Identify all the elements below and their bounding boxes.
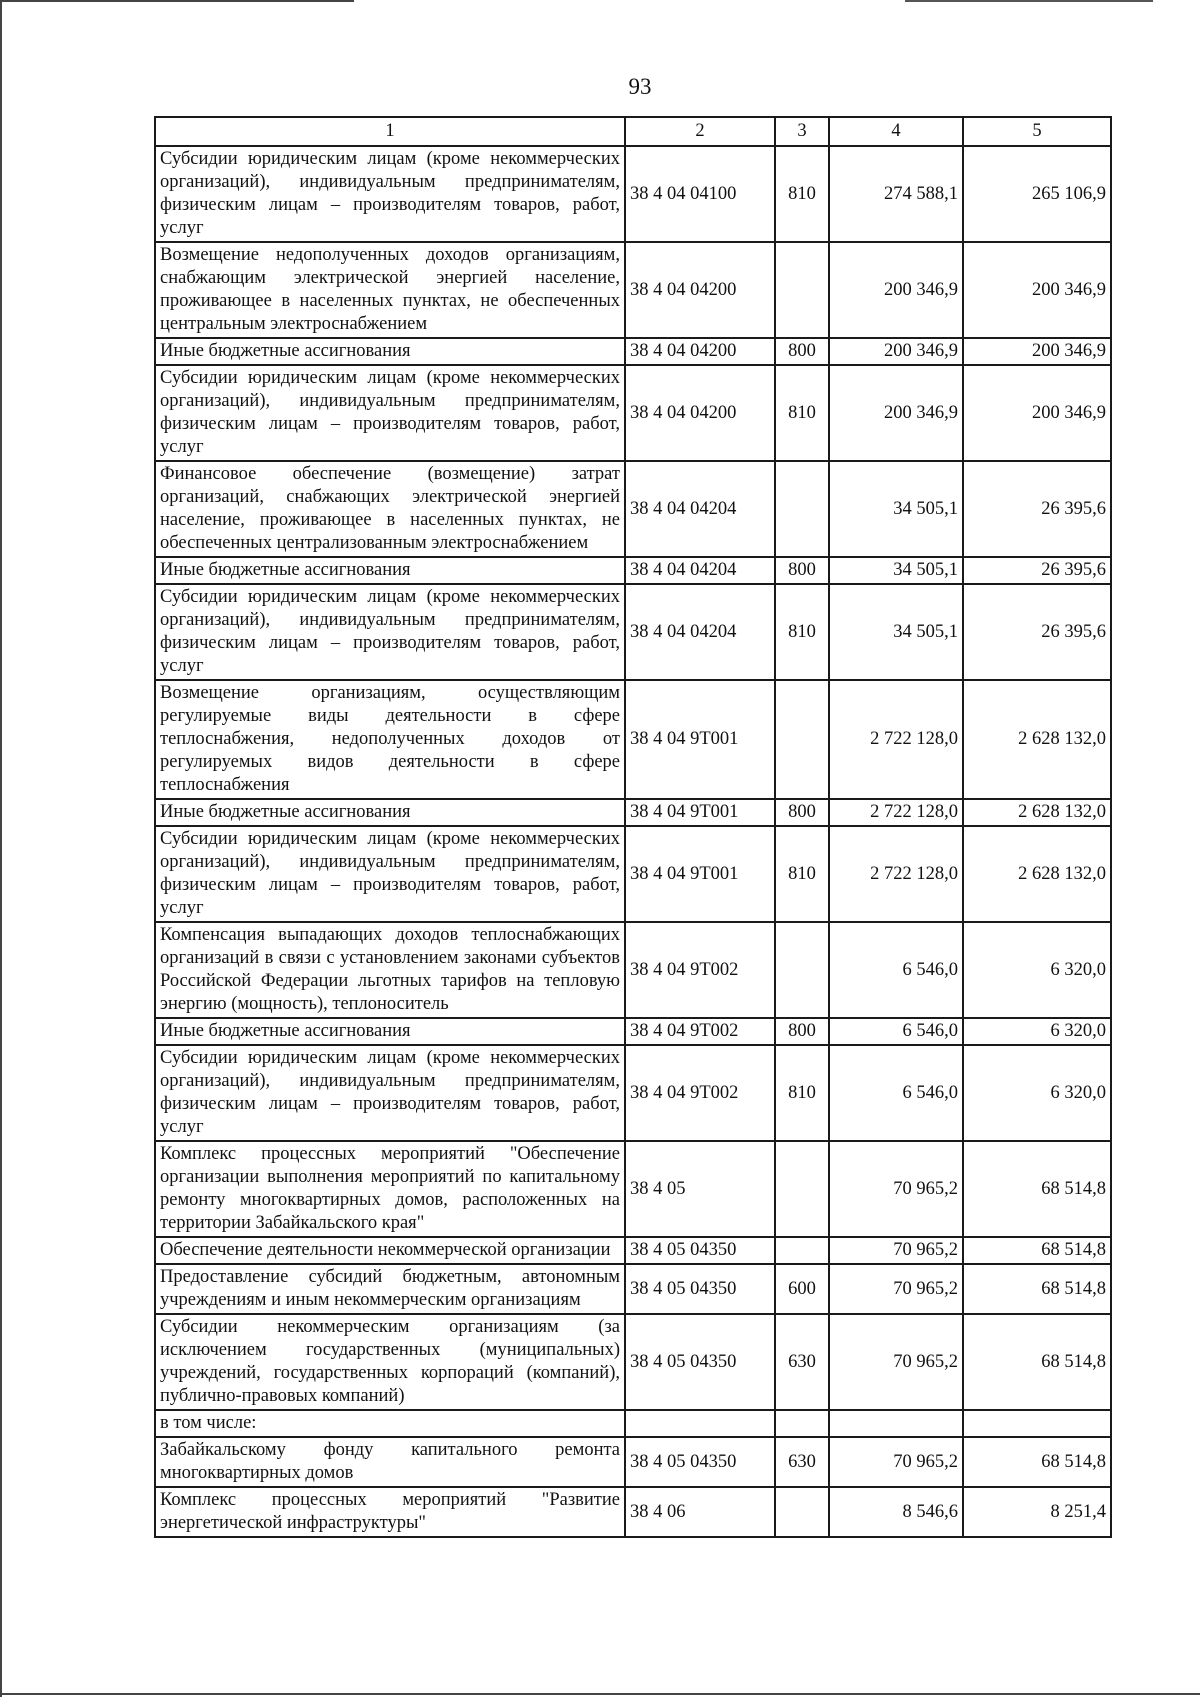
table-row	[155, 799, 1111, 826]
table-row	[155, 1437, 1111, 1487]
column-header-1: 1	[155, 117, 625, 146]
row-value-5-cell: 200 346,9	[963, 338, 1111, 365]
table-body	[155, 146, 1111, 1537]
row-code-cell: 38 4 04 04200	[625, 365, 775, 461]
row-code-cell: 38 4 04 9Т002	[625, 1045, 775, 1141]
row-type-cell: 630	[775, 1314, 829, 1410]
row-name-cell: Комплекс процессных мероприятий "Обеспечение организации выполнения мероприятий по капитальному ремонту многоквартирных домов, расположенных на территории Забайкальского края"	[155, 1141, 625, 1237]
table-row	[155, 1264, 1111, 1314]
table-row	[155, 1410, 1111, 1437]
row-value-4-cell	[829, 1410, 963, 1437]
row-code-cell: 38 4 04 9Т002	[625, 922, 775, 1018]
table-row	[155, 1018, 1111, 1045]
row-value-4-cell: 200 346,9	[829, 365, 963, 461]
table-row	[155, 1045, 1111, 1141]
row-code-cell: 38 4 04 9Т002	[625, 1018, 775, 1045]
row-name-cell: Субсидии юридическим лицам (кроме некоммерческих организаций), индивидуальным предпринимателям, физическим лицам – производителям товаров, работ, услуг	[155, 584, 625, 680]
row-name-cell: Иные бюджетные ассигнования	[155, 338, 625, 365]
row-value-4-cell: 70 965,2	[829, 1264, 963, 1314]
row-type-cell: 810	[775, 1045, 829, 1141]
row-name-cell: Предоставление субсидий бюджетным, автономным учреждениям и иным некоммерческим организациям	[155, 1264, 625, 1314]
table-row	[155, 1487, 1111, 1537]
row-name-cell: Забайкальскому фонду капитального ремонта многоквартирных домов	[155, 1437, 625, 1487]
row-value-5-cell: 8 251,4	[963, 1487, 1111, 1537]
page-number: 93	[628, 74, 652, 99]
row-value-4-cell: 34 505,1	[829, 461, 963, 557]
table-row	[155, 1141, 1111, 1237]
row-value-5-cell: 200 346,9	[963, 242, 1111, 338]
row-code-cell: 38 4 05 04350	[625, 1237, 775, 1264]
table-row	[155, 584, 1111, 680]
row-value-4-cell: 200 346,9	[829, 242, 963, 338]
row-value-4-cell: 34 505,1	[829, 557, 963, 584]
row-name-cell: Обеспечение деятельности некоммерческой организации	[155, 1237, 625, 1264]
header-row	[155, 117, 1111, 146]
row-code-cell: 38 4 06	[625, 1487, 775, 1537]
row-name-cell: Возмещение организациям, осуществляющим регулируемые виды деятельности в сфере теплоснабжения, недополученных доходов от регулируемых видов деятельности в сфере теплоснабжения	[155, 680, 625, 799]
row-type-cell	[775, 461, 829, 557]
row-type-cell: 810	[775, 584, 829, 680]
row-value-5-cell: 68 514,8	[963, 1264, 1111, 1314]
row-name-cell: Иные бюджетные ассигнования	[155, 1018, 625, 1045]
row-value-5-cell: 2 628 132,0	[963, 799, 1111, 826]
row-value-4-cell: 34 505,1	[829, 584, 963, 680]
row-value-4-cell: 70 965,2	[829, 1141, 963, 1237]
row-code-cell: 38 4 04 04100	[625, 146, 775, 242]
row-value-4-cell: 6 546,0	[829, 1018, 963, 1045]
row-name-cell: Возмещение недополученных доходов организациям, снабжающим электрической энергией население, проживающее в населенных пунктах, не обеспеченных центральным электроснабжением	[155, 242, 625, 338]
row-code-cell: 38 4 04 04204	[625, 461, 775, 557]
row-type-cell: 600	[775, 1264, 829, 1314]
row-type-cell: 800	[775, 1018, 829, 1045]
row-value-4-cell: 2 722 128,0	[829, 799, 963, 826]
row-code-cell: 38 4 04 9Т001	[625, 799, 775, 826]
row-value-4-cell: 70 965,2	[829, 1314, 963, 1410]
row-code-cell: 38 4 05 04350	[625, 1314, 775, 1410]
row-value-5-cell: 68 514,8	[963, 1437, 1111, 1487]
table-row	[155, 461, 1111, 557]
row-type-cell: 810	[775, 146, 829, 242]
row-code-cell: 38 4 04 9Т001	[625, 826, 775, 922]
row-code-cell: 38 4 05	[625, 1141, 775, 1237]
row-type-cell: 810	[775, 826, 829, 922]
row-code-cell: 38 4 04 04204	[625, 584, 775, 680]
table-row	[155, 826, 1111, 922]
scan-margin-line-bottom	[0, 1693, 1200, 1695]
row-name-cell: Иные бюджетные ассигнования	[155, 557, 625, 584]
table-row	[155, 365, 1111, 461]
row-type-cell: 800	[775, 338, 829, 365]
row-type-cell	[775, 1237, 829, 1264]
row-value-5-cell: 68 514,8	[963, 1237, 1111, 1264]
row-value-4-cell: 6 546,0	[829, 922, 963, 1018]
row-code-cell: 38 4 04 04200	[625, 338, 775, 365]
table-row	[155, 146, 1111, 242]
row-name-cell: Компенсация выпадающих доходов теплоснабжающих организаций в связи с установлением законами субъектов Российской Федерации льготных тарифов на тепловую энергию (мощность), теплоноситель	[155, 922, 625, 1018]
row-value-5-cell: 6 320,0	[963, 1045, 1111, 1141]
row-type-cell	[775, 242, 829, 338]
scan-margin-line-left	[0, 0, 2, 1697]
row-value-5-cell: 6 320,0	[963, 922, 1111, 1018]
row-code-cell	[625, 1410, 775, 1437]
row-type-cell: 810	[775, 365, 829, 461]
row-value-5-cell: 265 106,9	[963, 146, 1111, 242]
row-type-cell: 630	[775, 1437, 829, 1487]
row-value-4-cell: 2 722 128,0	[829, 826, 963, 922]
table-row	[155, 1314, 1111, 1410]
row-code-cell: 38 4 05 04350	[625, 1264, 775, 1314]
table-header	[155, 117, 1111, 146]
column-header-3: 3	[775, 117, 829, 146]
table-row	[155, 922, 1111, 1018]
row-value-4-cell: 6 546,0	[829, 1045, 963, 1141]
row-name-cell: Субсидии юридическим лицам (кроме некоммерческих организаций), индивидуальным предпринимателям, физическим лицам – производителям товаров, работ, услуг	[155, 826, 625, 922]
column-header-2: 2	[625, 117, 775, 146]
row-value-5-cell: 6 320,0	[963, 1018, 1111, 1045]
scan-margin-line-top	[0, 0, 354, 2]
row-code-cell: 38 4 05 04350	[625, 1437, 775, 1487]
row-value-5-cell: 26 395,6	[963, 557, 1111, 584]
column-header-4: 4	[829, 117, 963, 146]
row-value-4-cell: 8 546,6	[829, 1487, 963, 1537]
row-code-cell: 38 4 04 04200	[625, 242, 775, 338]
row-value-5-cell: 68 514,8	[963, 1141, 1111, 1237]
row-name-cell: Субсидии юридическим лицам (кроме некоммерческих организаций), индивидуальным предпринимателям, физическим лицам – производителям товаров, работ, услуг	[155, 1045, 625, 1141]
row-value-5-cell: 26 395,6	[963, 584, 1111, 680]
column-header-5: 5	[963, 117, 1111, 146]
row-value-4-cell: 2 722 128,0	[829, 680, 963, 799]
row-type-cell: 800	[775, 799, 829, 826]
table-row	[155, 338, 1111, 365]
budget-table	[154, 116, 1112, 1538]
scan-margin-line-top-right	[905, 0, 1153, 2]
row-name-cell: Финансовое обеспечение (возмещение) затрат организаций, снабжающих электрической энергией население, проживающее в населенных пунктах, не обеспеченных централизованным электроснабжением	[155, 461, 625, 557]
row-value-4-cell: 70 965,2	[829, 1437, 963, 1487]
row-value-5-cell: 2 628 132,0	[963, 680, 1111, 799]
table-row	[155, 1237, 1111, 1264]
row-value-5-cell: 200 346,9	[963, 365, 1111, 461]
table-row	[155, 557, 1111, 584]
row-name-cell: Субсидии юридическим лицам (кроме некоммерческих организаций), индивидуальным предпринимателям, физическим лицам – производителям товаров, работ, услуг	[155, 146, 625, 242]
row-name-cell: в том числе:	[155, 1410, 625, 1437]
table-row	[155, 242, 1111, 338]
row-value-5-cell: 2 628 132,0	[963, 826, 1111, 922]
row-type-cell	[775, 1410, 829, 1437]
row-value-4-cell: 200 346,9	[829, 338, 963, 365]
row-name-cell: Иные бюджетные ассигнования	[155, 799, 625, 826]
row-type-cell	[775, 1141, 829, 1237]
row-name-cell: Субсидии юридическим лицам (кроме некоммерческих организаций), индивидуальным предпринимателям, физическим лицам – производителям товаров, работ, услуг	[155, 365, 625, 461]
row-value-5-cell: 26 395,6	[963, 461, 1111, 557]
row-code-cell: 38 4 04 04204	[625, 557, 775, 584]
row-value-4-cell: 70 965,2	[829, 1237, 963, 1264]
row-type-cell	[775, 1487, 829, 1537]
row-type-cell	[775, 922, 829, 1018]
row-name-cell: Субсидии некоммерческим организациям (за исключением государственных (муниципальных) учреждений, государственных корпораций (компаний), публично-правовых компаний)	[155, 1314, 625, 1410]
row-name-cell: Комплекс процессных мероприятий "Развитие энергетической инфраструктуры"	[155, 1487, 625, 1537]
row-value-5-cell: 68 514,8	[963, 1314, 1111, 1410]
row-code-cell: 38 4 04 9Т001	[625, 680, 775, 799]
table-row	[155, 680, 1111, 799]
row-value-5-cell	[963, 1410, 1111, 1437]
row-type-cell	[775, 680, 829, 799]
row-type-cell: 800	[775, 557, 829, 584]
row-value-4-cell: 274 588,1	[829, 146, 963, 242]
